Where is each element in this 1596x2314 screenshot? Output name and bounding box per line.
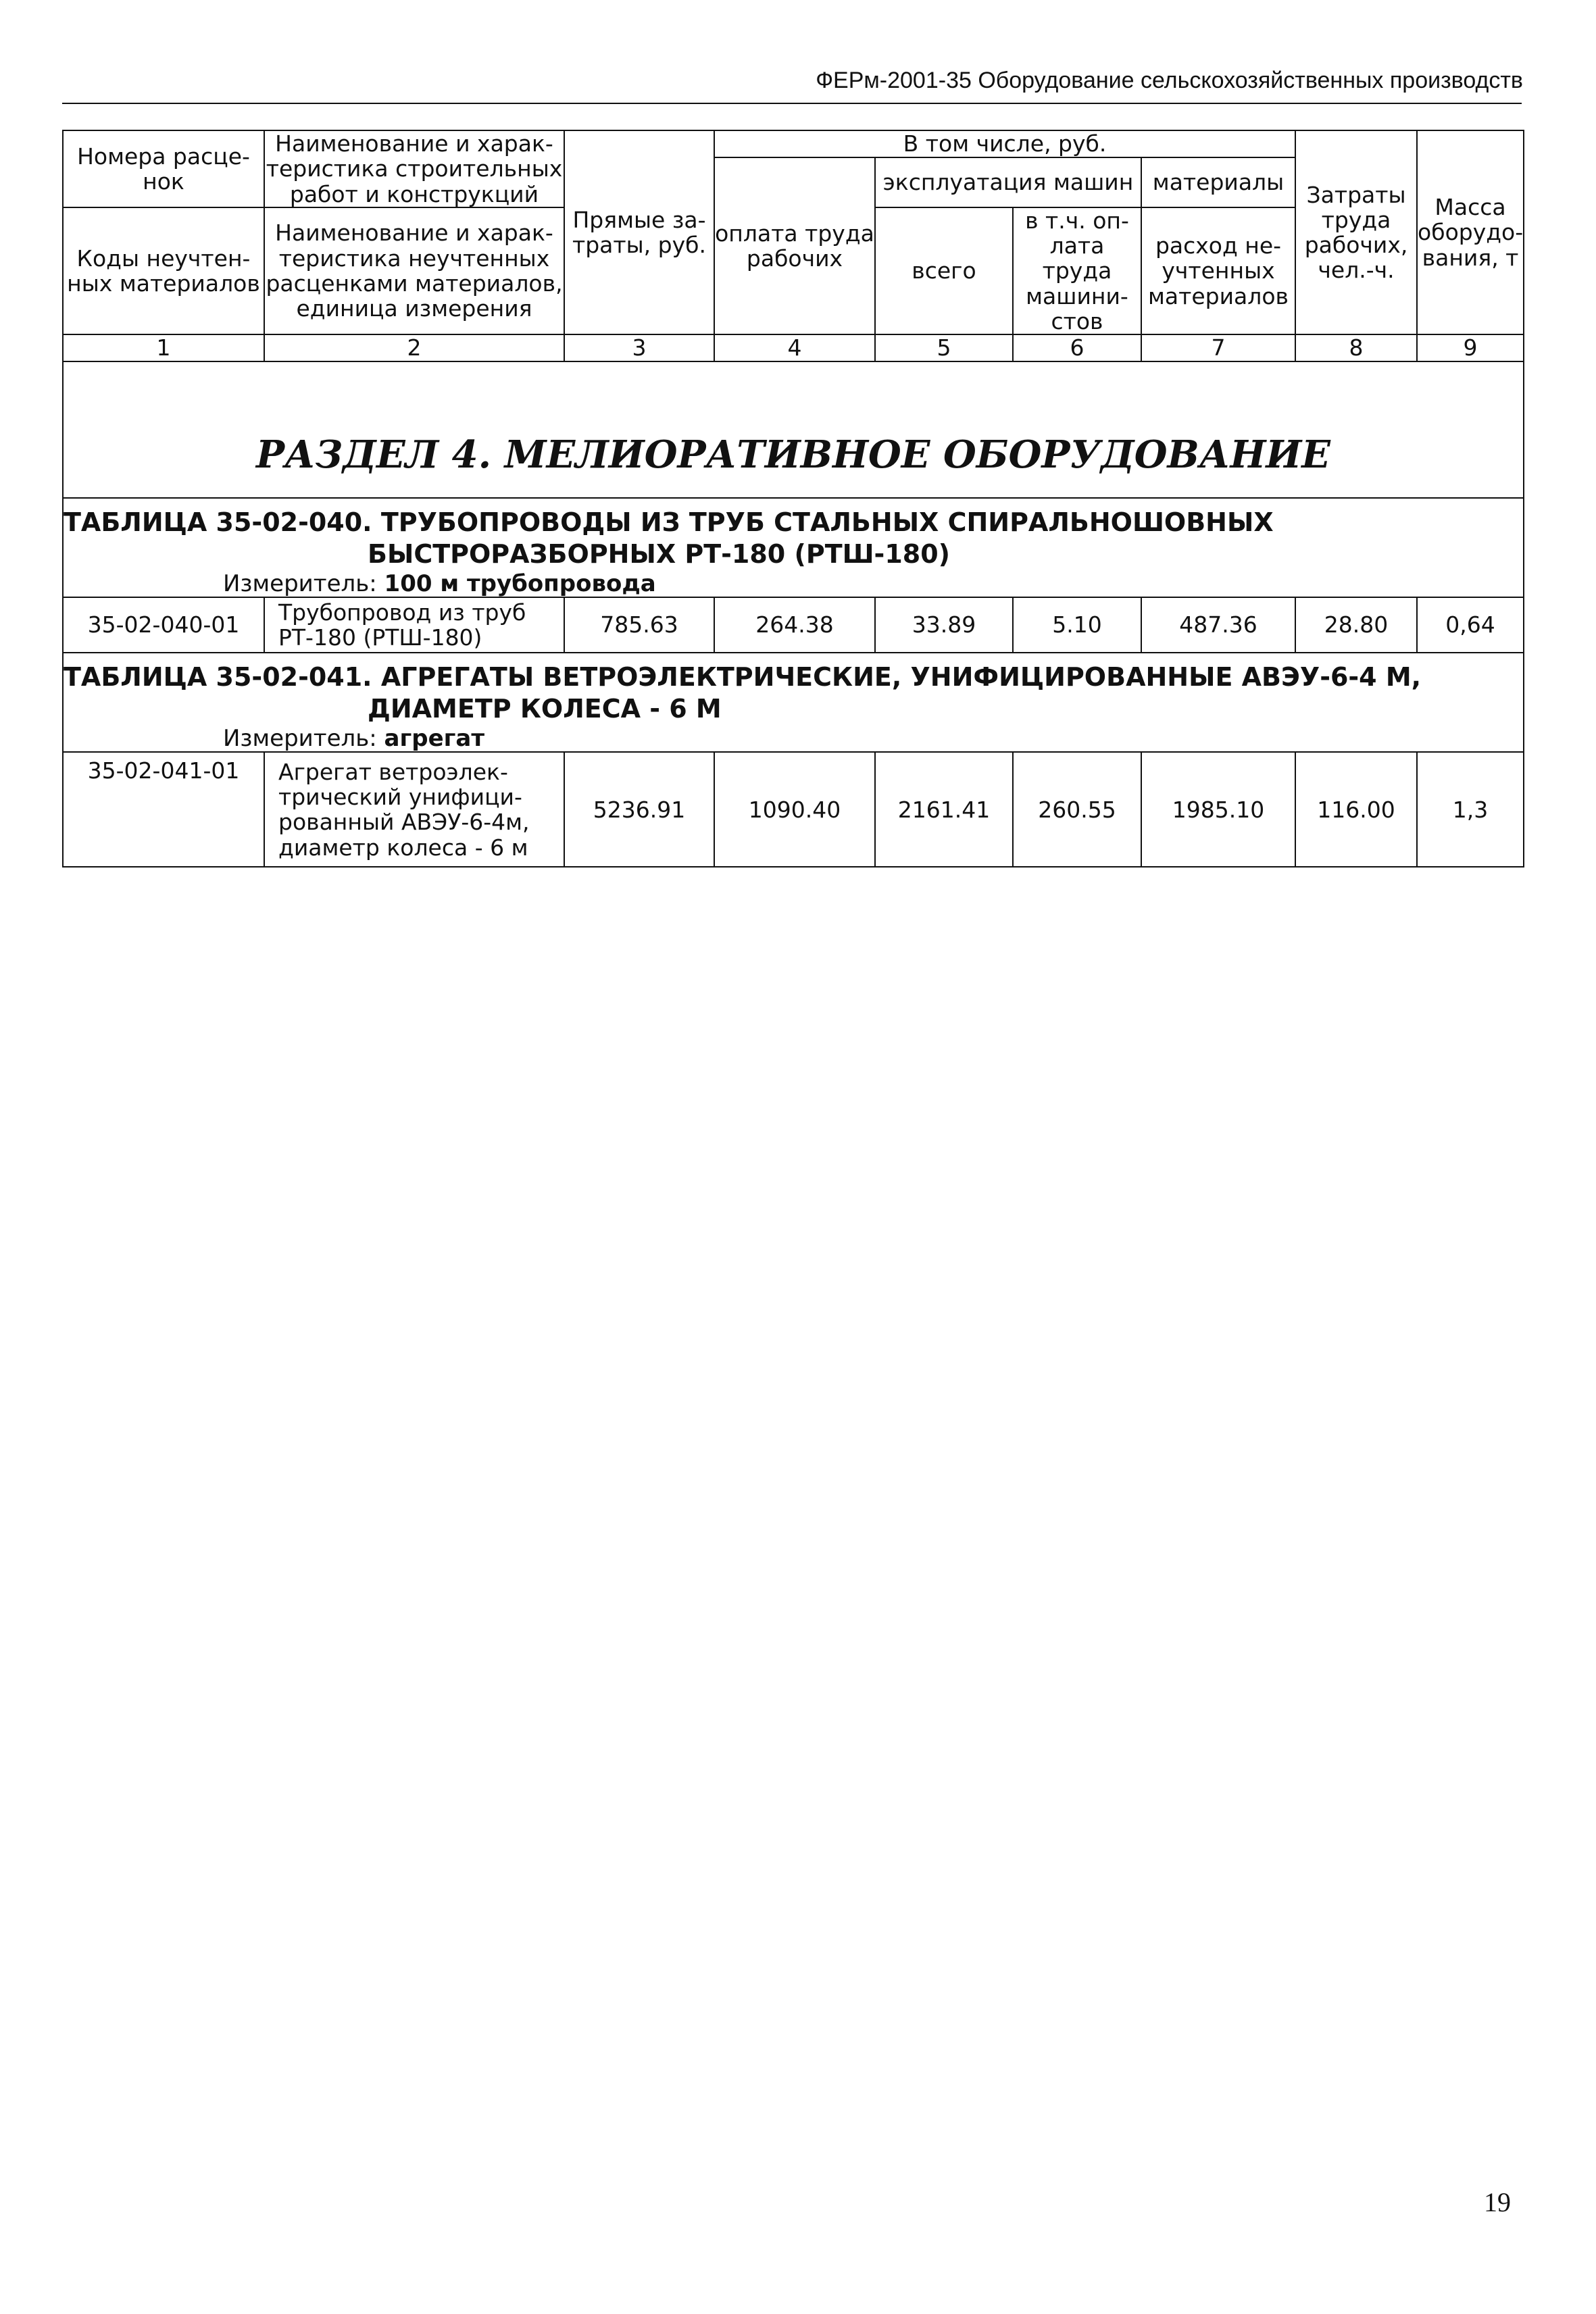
unit-of-measure	[63, 571, 1524, 597]
machines-total: 2161.41	[875, 752, 1013, 867]
header-machinists-pay: в т.ч. оп-лата труда машини-стов	[1013, 207, 1141, 334]
header-work-name: Наименование и харак-теристика строительных работ и конструкций	[264, 130, 564, 207]
table-title-line: ДИАМЕТР КОЛЕСА - 6 М	[368, 694, 722, 724]
labor-hours: 28.80	[1295, 597, 1417, 653]
table-title	[63, 653, 1524, 726]
unit-of-measure	[63, 726, 1524, 752]
header-materials-group: материалы	[1141, 157, 1295, 207]
header-unaccounted-materials: расход не-учтенных материалов	[1141, 207, 1295, 334]
column-number-row	[63, 334, 1524, 361]
table-title-line: ТАБЛИЦА 35-02-041. АГРЕГАТЫ ВЕТРОЭЛЕКТРИЧЕСКИЕ, УНИФИЦИРОВАННЫЕ АВЭУ-6-4 М,	[64, 661, 1422, 692]
header-rule	[62, 103, 1522, 104]
machines-total: 33.89	[875, 597, 1013, 653]
header-labor-pay: оплата труда рабочих	[714, 157, 875, 334]
table-title-line: БЫСТРОРАЗБОРНЫХ РТ-180 (РТШ-180)	[368, 539, 951, 570]
materials-cost: 1985.10	[1141, 752, 1295, 867]
header-material-codes: Коды неучтен-ных материалов	[63, 207, 264, 334]
header-equipment-mass: Масса оборудо-вания, т	[1417, 130, 1524, 334]
unit-label: Измеритель:	[223, 724, 377, 752]
direct-costs: 785.63	[564, 597, 714, 653]
rate-code: 35-02-041-01	[63, 752, 264, 867]
header-material-name: Наименование и харак-теристика неучтенных расценками материалов, единица измерения	[264, 207, 564, 334]
column-number: 1	[63, 334, 264, 361]
table-row	[63, 597, 1524, 653]
labor-hours: 116.00	[1295, 752, 1417, 867]
header-machines-total: всего	[875, 207, 1013, 334]
column-number: 8	[1295, 334, 1417, 361]
machinists-pay: 5.10	[1013, 597, 1141, 653]
column-number: 9	[1417, 334, 1524, 361]
materials-cost: 487.36	[1141, 597, 1295, 653]
unit-label: Измеритель:	[223, 570, 377, 597]
header-machines-group: эксплуатация машин	[875, 157, 1141, 207]
work-name: Агрегат ветроэлек-трический унифици-рованный АВЭУ-6-4м, диаметр колеса - 6 м	[264, 752, 564, 867]
equipment-mass: 0,64	[1417, 597, 1524, 653]
section-title: РАЗДЕЛ 4. МЕЛИОРАТИВНОЕ ОБОРУДОВАНИЕ	[63, 361, 1524, 498]
column-number: 3	[564, 334, 714, 361]
table-row	[63, 752, 1524, 867]
page-number: 19	[1484, 2187, 1511, 2217]
rates-table	[62, 130, 1524, 867]
column-number: 4	[714, 334, 875, 361]
header-labor-hours: Затраты труда рабочих, чел.-ч.	[1295, 130, 1417, 334]
header-including-group: В том числе, руб.	[714, 130, 1295, 157]
running-header: ФЕРм-2001-35 Оборудование сельскохозяйственных производств	[816, 68, 1523, 93]
column-number: 2	[264, 334, 564, 361]
column-number: 7	[1141, 334, 1295, 361]
table-title	[63, 498, 1524, 571]
machinists-pay: 260.55	[1013, 752, 1141, 867]
unit-value: 100 м трубопровода	[384, 570, 656, 597]
labor-pay: 1090.40	[714, 752, 875, 867]
equipment-mass: 1,3	[1417, 752, 1524, 867]
table-title-line: ТАБЛИЦА 35-02-040. ТРУБОПРОВОДЫ ИЗ ТРУБ СТАЛЬНЫХ СПИРАЛЬНОШОВНЫХ	[64, 507, 1274, 537]
direct-costs: 5236.91	[564, 752, 714, 867]
header-direct-costs: Прямые за-траты, руб.	[564, 130, 714, 334]
header-rate-numbers: Номера расце-нок	[63, 130, 264, 207]
column-number: 6	[1013, 334, 1141, 361]
unit-value: агрегат	[384, 724, 485, 752]
labor-pay: 264.38	[714, 597, 875, 653]
column-number: 5	[875, 334, 1013, 361]
rate-code: 35-02-040-01	[63, 597, 264, 653]
work-name: Трубопровод из труб РТ-180 (РТШ-180)	[264, 597, 564, 653]
